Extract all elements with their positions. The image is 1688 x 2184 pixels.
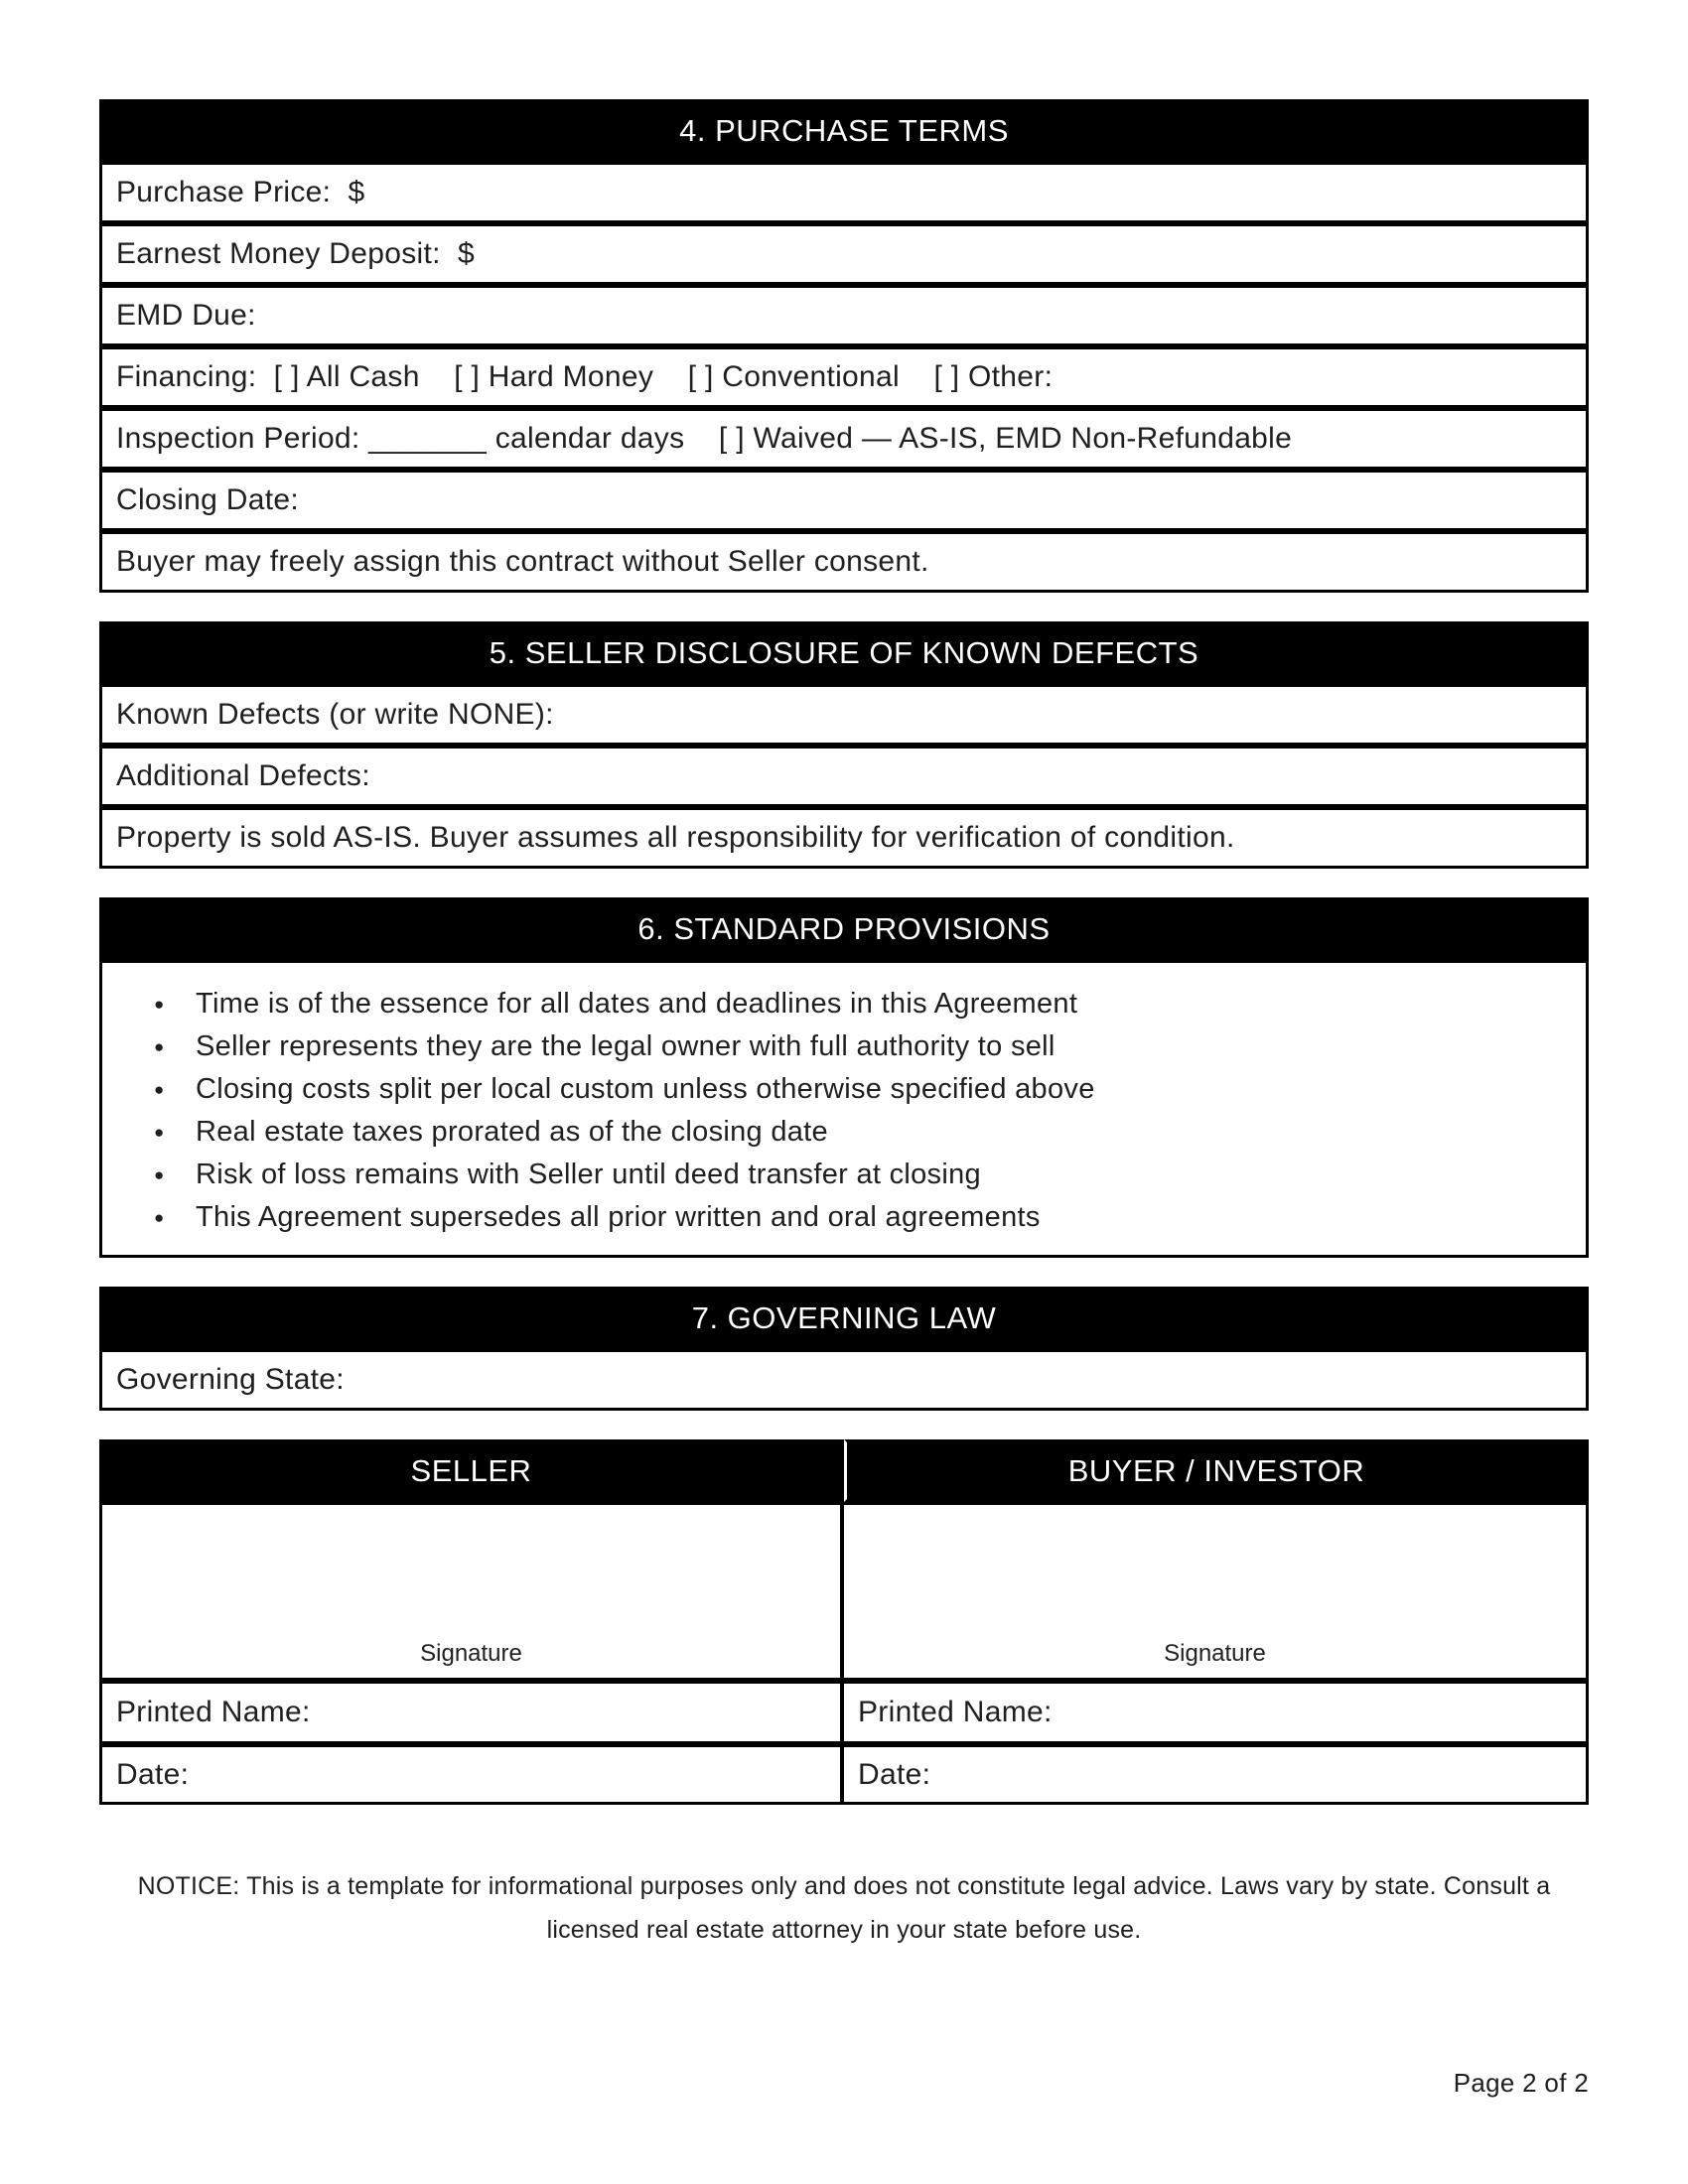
buyer-date-field: Date: [844,1744,1589,1805]
field-earnest-money-deposit: Earnest Money Deposit: $ [99,223,1589,285]
section-seller-disclosure-title: 5. SELLER DISCLOSURE OF KNOWN DEFECTS [99,621,1589,684]
provision-text: Risk of loss remains with Seller until deed transfer at closing [196,1159,981,1190]
section-governing-law [99,1287,1589,1411]
provision-item [102,1196,1586,1239]
buyer-header: BUYER / INVESTOR [844,1439,1589,1502]
section-purchase-terms-title: 4. PURCHASE TERMS [99,99,1589,162]
legal-notice: NOTICE: This is a template for informational purposes only and does not constitute legal advice. Laws vary by state. Consult a licensed real estate attorney in your state before use. [137,1872,1551,1944]
provision-item [102,1154,1586,1196]
document-page [99,99,1589,1952]
clause-as-is: Property is sold AS-IS. Buyer assumes all responsibility for verification of condition. [99,807,1589,869]
bullet-icon: ● [154,995,165,1014]
section-purchase-terms [99,99,1589,593]
provisions-list [99,960,1589,1258]
field-financing: Financing: [ ] All Cash [ ] Hard Money [ ] Conventional [ ] Other: [99,346,1589,408]
section-seller-disclosure [99,621,1589,869]
signature-label: Signature [420,1640,522,1667]
bullet-icon: ● [154,1037,165,1056]
provision-text: Closing costs split per local custom unless otherwise specified above [196,1073,1095,1105]
buyer-printed-name-field: Printed Name: [844,1681,1589,1744]
field-closing-date: Closing Date: [99,470,1589,531]
field-purchase-price: Purchase Price: $ [99,162,1589,223]
signature-column-buyer [844,1439,1589,1805]
provision-item [102,1025,1586,1068]
page-number: Page 2 of 2 [1453,2068,1589,2098]
bullet-icon: ● [154,1123,165,1142]
buyer-signature-area [844,1502,1589,1681]
provision-text: This Agreement supersedes all prior written and oral agreements [196,1201,1041,1233]
bullet-icon: ● [154,1208,165,1227]
provision-item [102,983,1586,1025]
provision-item [102,1111,1586,1154]
field-additional-defects: Additional Defects: [99,746,1589,807]
signature-column-seller [99,1439,844,1805]
signature-table [99,1439,1589,1805]
provision-text: Time is of the essence for all dates and deadlines in this Agreement [196,988,1078,1020]
clause-assignment: Buyer may freely assign this contract without Seller consent. [99,531,1589,593]
section-governing-law-title: 7. GOVERNING LAW [99,1287,1589,1349]
seller-printed-name-field: Printed Name: [99,1681,844,1744]
provision-text: Seller represents they are the legal owner with full authority to sell [196,1030,1055,1062]
seller-signature-area [99,1502,844,1681]
section-standard-provisions [99,897,1589,1258]
seller-header: SELLER [99,1439,844,1502]
signature-label: Signature [1164,1640,1266,1667]
field-governing-state: Governing State: [99,1349,1589,1411]
seller-date-field: Date: [99,1744,844,1805]
field-emd-due: EMD Due: [99,285,1589,346]
bullet-icon: ● [154,1080,165,1099]
provision-text: Real estate taxes prorated as of the closing date [196,1116,828,1148]
section-standard-provisions-title: 6. STANDARD PROVISIONS [99,897,1589,960]
field-known-defects: Known Defects (or write NONE): [99,684,1589,746]
field-inspection-period: Inspection Period: _______ calendar days [ ] Waived — AS-IS, EMD Non-Refundable [99,408,1589,470]
bullet-icon: ● [154,1165,165,1184]
provision-item [102,1068,1586,1111]
